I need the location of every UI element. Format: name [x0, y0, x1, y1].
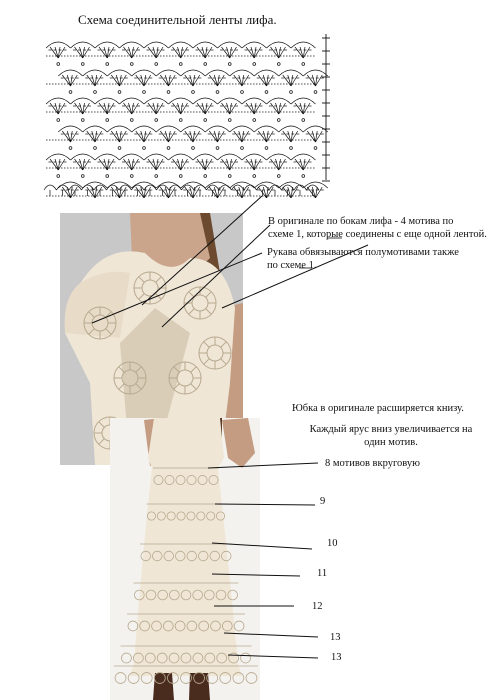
chain-loop	[69, 147, 72, 150]
stitch	[160, 131, 168, 142]
shell-arch	[95, 154, 120, 160]
shell-arch	[181, 126, 206, 132]
shell-arch	[83, 126, 108, 132]
scallop	[269, 185, 282, 190]
stitch	[234, 131, 242, 142]
chain-loop	[192, 91, 195, 94]
note-line: один мотив.	[364, 437, 418, 448]
shell-arch	[242, 154, 267, 160]
stitch	[258, 131, 266, 142]
stitch	[209, 187, 217, 198]
scallop	[257, 185, 270, 190]
stitch	[234, 75, 242, 86]
stitch	[222, 103, 230, 114]
chain-loop	[118, 91, 121, 94]
chain-loop	[216, 91, 219, 94]
stitch	[222, 47, 230, 58]
shell-arch	[156, 182, 181, 188]
stitch	[246, 159, 254, 170]
stitch	[185, 131, 193, 142]
tier-label-13-lower: 13	[331, 652, 342, 663]
chain-loop	[216, 147, 219, 150]
stitch	[62, 187, 70, 198]
shell-arch	[144, 42, 169, 48]
chain-loop	[204, 175, 207, 178]
chain-loop	[118, 147, 121, 150]
chain-loop	[143, 91, 146, 94]
shell-arch	[169, 154, 194, 160]
shell-arch	[46, 42, 71, 48]
chain-loop	[290, 147, 293, 150]
shell-arch	[218, 154, 243, 160]
chain-loop	[302, 119, 305, 122]
stitch	[160, 187, 168, 198]
chain-loop	[57, 175, 60, 178]
stitch	[209, 131, 217, 142]
shell-arch	[83, 70, 108, 76]
chain-loop	[130, 119, 133, 122]
shell-arch	[279, 126, 304, 132]
stitch	[62, 131, 70, 142]
shell-arch	[120, 98, 145, 104]
chain-loop	[106, 63, 109, 66]
chain-loop	[192, 147, 195, 150]
chain-loop	[228, 175, 231, 178]
shell-arch	[193, 154, 218, 160]
diagram-title: Схема соединительной ленты лифа.	[78, 12, 277, 27]
shell-arch	[120, 42, 145, 48]
chain-loop	[94, 91, 97, 94]
shell-arch	[218, 42, 243, 48]
shell-arch	[46, 98, 71, 104]
chart-row	[46, 154, 316, 177]
dress-photo	[110, 418, 260, 700]
chain-loop	[241, 147, 244, 150]
shell-arch	[230, 126, 255, 132]
tier-label-11: 11	[317, 568, 328, 579]
shell-arch	[267, 98, 292, 104]
stitch	[283, 131, 291, 142]
tier-label-13-upper: 13	[330, 632, 341, 643]
shell-arch	[169, 42, 194, 48]
chain-loop	[253, 175, 256, 178]
chain-loop	[106, 175, 109, 178]
tier-label-10: 10	[327, 538, 338, 549]
chart-row	[46, 42, 316, 65]
chain-loop	[69, 91, 72, 94]
chart-row	[46, 126, 328, 149]
chain-loop	[204, 119, 207, 122]
shell-arch	[107, 70, 132, 76]
chain-loop	[155, 119, 158, 122]
stitch	[197, 103, 205, 114]
stitch	[234, 187, 242, 198]
chain-loop	[265, 147, 268, 150]
stitch	[87, 75, 95, 86]
stitch	[87, 187, 95, 198]
chain-loop	[241, 91, 244, 94]
shell-arch	[95, 98, 120, 104]
chain-loop	[253, 119, 256, 122]
chain-loop	[265, 91, 268, 94]
shell-arch	[71, 154, 96, 160]
stitch	[87, 131, 95, 142]
chain-loop	[106, 119, 109, 122]
shell-arch	[132, 126, 157, 132]
note-line: схеме 1, которые соединены с еще одной лентой.	[268, 229, 487, 240]
note-sleeves	[267, 246, 493, 272]
chain-loop	[81, 175, 84, 178]
chain-loop	[228, 63, 231, 66]
shell-arch	[267, 42, 292, 48]
stitch	[295, 159, 303, 170]
chain-loop	[179, 63, 182, 66]
shell-arch	[193, 98, 218, 104]
stitch	[271, 159, 279, 170]
shell-arch	[242, 98, 267, 104]
chain-loop	[204, 63, 207, 66]
shell-arch	[291, 98, 316, 104]
note-tiers	[296, 423, 486, 449]
shell-arch	[254, 70, 279, 76]
scallop	[244, 185, 257, 190]
chain-loop	[94, 147, 97, 150]
shell-arch	[132, 70, 157, 76]
tier-label-9: 9	[320, 496, 326, 507]
stitch	[173, 47, 181, 58]
stitch	[185, 75, 193, 86]
scallop	[44, 185, 57, 190]
stitch	[283, 187, 291, 198]
chart-row	[46, 70, 328, 93]
shell-arch	[71, 98, 96, 104]
shell-arch	[58, 126, 83, 132]
tier-label-12: 12	[312, 601, 323, 612]
chain-loop	[130, 63, 133, 66]
stitch	[197, 47, 205, 58]
stitch	[50, 47, 58, 58]
stitch	[111, 131, 119, 142]
shell-arch	[120, 154, 145, 160]
chain-loop	[314, 147, 317, 150]
chart-edge	[322, 34, 330, 181]
chain-loop	[81, 63, 84, 66]
shell-arch	[46, 154, 71, 160]
chain-loop	[228, 119, 231, 122]
shell-arch	[144, 98, 169, 104]
shell-arch	[58, 70, 83, 76]
shell-arch	[303, 182, 328, 188]
shell-arch	[181, 70, 206, 76]
note-skirt: Юбка в оригинале расширяется книзу.	[292, 403, 464, 414]
chain-loop	[302, 63, 305, 66]
stitch	[173, 159, 181, 170]
note-line: Рукава обвязываются полумотивами также	[267, 247, 459, 258]
shell-arch	[218, 98, 243, 104]
chain-loop	[57, 119, 60, 122]
crochet-chart	[38, 30, 333, 198]
stitch	[307, 131, 315, 142]
stitch	[75, 103, 83, 114]
chain-loop	[155, 63, 158, 66]
shell-arch	[291, 42, 316, 48]
stitch	[197, 159, 205, 170]
chain-loop	[302, 175, 305, 178]
stitch	[307, 187, 315, 198]
stitch	[185, 187, 193, 198]
chain-loop	[277, 63, 280, 66]
chain-loop	[277, 175, 280, 178]
shell-arch	[169, 98, 194, 104]
note-line: по схеме 1.	[267, 260, 317, 271]
stitch	[75, 47, 83, 58]
chain-loop	[143, 147, 146, 150]
stitch	[148, 159, 156, 170]
shell-arch	[107, 126, 132, 132]
shell-arch	[156, 70, 181, 76]
stitch	[173, 103, 181, 114]
chain-loop	[253, 63, 256, 66]
stitch	[124, 159, 132, 170]
stitch	[209, 75, 217, 86]
chain-loop	[179, 175, 182, 178]
chain-loop	[179, 119, 182, 122]
chain-loop	[130, 175, 133, 178]
stitch	[136, 131, 144, 142]
chain-loop	[155, 175, 158, 178]
chain-loop	[314, 91, 317, 94]
stitch	[50, 159, 58, 170]
note-side-motifs	[268, 215, 494, 241]
shell-arch	[156, 126, 181, 132]
stitch	[75, 159, 83, 170]
chain-loop	[81, 119, 84, 122]
chain-loop	[57, 63, 60, 66]
stitch	[99, 159, 107, 170]
shell-arch	[132, 182, 157, 188]
shell-arch	[291, 154, 316, 160]
chain-loop	[167, 147, 170, 150]
chain-loop	[290, 91, 293, 94]
chart-row	[46, 182, 328, 198]
stitch	[222, 159, 230, 170]
shell-arch	[267, 154, 292, 160]
note-line: В оригинале по бокам лифа - 4 мотива по	[268, 216, 454, 227]
chain-loop	[167, 91, 170, 94]
shell-arch	[95, 42, 120, 48]
chart-row	[46, 98, 316, 121]
shell-arch	[230, 70, 255, 76]
stitch	[50, 103, 58, 114]
shell-arch	[303, 70, 328, 76]
shell-arch	[205, 126, 230, 132]
scallop	[232, 185, 245, 190]
shell-arch	[144, 154, 169, 160]
shell-arch	[205, 70, 230, 76]
shell-arch	[71, 42, 96, 48]
stitch	[62, 75, 70, 86]
shell-arch	[242, 42, 267, 48]
scallop	[219, 185, 232, 190]
shell-arch	[279, 70, 304, 76]
note-line: Каждый ярус вниз увеличивается на	[309, 424, 473, 435]
shell-arch	[254, 126, 279, 132]
shell-arch	[193, 42, 218, 48]
tier-label-8: 8 мотивов вкруговую	[325, 458, 420, 469]
scallop	[194, 185, 207, 190]
chain-loop	[277, 119, 280, 122]
